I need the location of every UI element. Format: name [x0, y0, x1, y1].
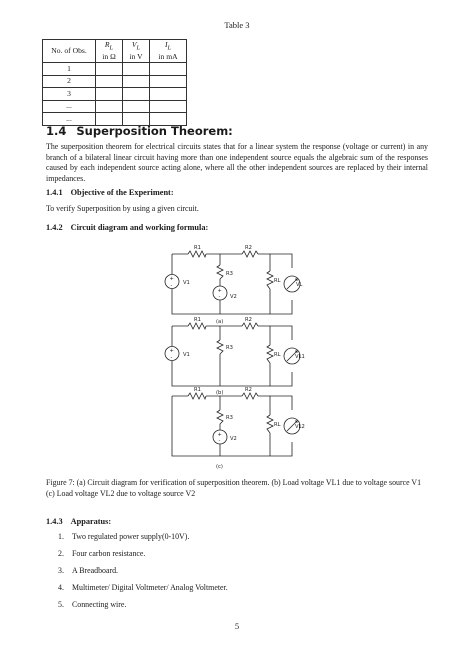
header-obs: [43, 40, 96, 63]
item-text: A Breadboard.: [72, 566, 119, 575]
item-text: Two regulated power supply(0-10V).: [72, 532, 190, 541]
label-r2-b: R2: [245, 317, 252, 323]
objective-number: 1.4.1: [46, 188, 63, 197]
objective-heading: [46, 188, 174, 197]
label-r3-c: R3: [226, 415, 233, 421]
apparatus-title: Apparatus:: [70, 517, 112, 526]
header-rl-unit: in Ω: [102, 51, 116, 61]
apparatus-list: [46, 532, 228, 617]
section-title: Superposition Theorem:: [76, 124, 233, 138]
header-il-symbol: $I_L$: [164, 40, 172, 52]
minus-v2: -: [218, 294, 221, 300]
header-vl-unit: in V: [129, 51, 143, 61]
label-vl: VL: [296, 282, 303, 288]
objective-title: Objective of the Experiment:: [70, 188, 174, 197]
list-item: [58, 532, 228, 549]
header-vl-symbol: $V_L$: [131, 40, 141, 52]
header-obs-label: No. of Obs.: [51, 45, 87, 55]
row-index: ...: [43, 113, 96, 126]
item-number: 1.: [58, 532, 64, 541]
resistor-r2: [242, 251, 258, 257]
label-c: (c): [216, 464, 223, 470]
plus-v2: +: [217, 288, 222, 294]
label-r3-b: R3: [226, 345, 233, 351]
table-caption: Table 3: [224, 20, 250, 30]
row-index: ...: [43, 100, 96, 113]
item-number: 4.: [58, 583, 64, 592]
table-row: [43, 63, 187, 76]
circuit-c: [172, 393, 300, 456]
label-vl2: VL2: [295, 424, 305, 430]
table-header-row: [43, 40, 187, 63]
label-a: (a): [216, 319, 224, 325]
item-text: Four carbon resistance.: [72, 549, 146, 558]
table-row: [43, 100, 187, 113]
plus-v1: +: [169, 276, 174, 282]
section-number: 1.4: [46, 124, 67, 138]
table-row: [43, 88, 187, 101]
objective-text: To verify Superposition by using a given circuit.: [46, 204, 199, 213]
table-row: [43, 75, 187, 88]
plus-v1-b: +: [169, 348, 174, 354]
resistor-r3: [217, 265, 223, 279]
intro-paragraph: The superposition theorem for electrical circuits states that for a linear system the response (voltage or current) in any branch of a bilateral linear circuit having more than one independent source equals the algebraic sum of the responses caused by each independent source acting alone, where all the other independent sources are replaced by their internal impedances.: [46, 142, 428, 183]
list-item: [58, 600, 228, 617]
resistor-r1: [188, 251, 206, 257]
label-b: (b): [216, 390, 224, 396]
label-r1-c: R1: [194, 387, 201, 393]
minus-v2-c: -: [218, 438, 221, 444]
resistor-rl: [267, 271, 273, 289]
list-item: [58, 566, 228, 583]
observation-table: [42, 39, 187, 126]
item-text: Multimeter/ Digital Voltmeter/ Analog Voltmeter.: [72, 583, 228, 592]
label-v2: V2: [230, 294, 237, 300]
header-vl: [123, 40, 150, 63]
header-il-unit: in mA: [158, 51, 178, 61]
apparatus-number: 1.4.3: [46, 517, 63, 526]
circuit-title: Circuit diagram and working formula:: [70, 223, 209, 232]
label-v1: V1: [183, 280, 190, 286]
label-r1: R1: [194, 245, 201, 251]
label-r2: R2: [245, 245, 252, 251]
apparatus-heading: [46, 517, 111, 526]
label-rl: RL: [274, 278, 281, 284]
circuit-diagrams: [160, 244, 310, 472]
figure-caption: Figure 7: (a) Circuit diagram for verification of superposition theorem. (b) Load voltage VL1 due to voltage source V1 (c) Load voltage VL2 due to voltage source V2: [46, 478, 422, 498]
label-r1-b: R1: [194, 317, 201, 323]
header-il: [150, 40, 187, 63]
label-r3: R3: [226, 271, 233, 277]
label-rl-b: RL: [274, 352, 281, 358]
item-number: 5.: [58, 600, 64, 609]
label-v1-b: V1: [183, 352, 190, 358]
label-vl1: VL1: [295, 354, 305, 360]
row-index: 3: [43, 88, 96, 101]
list-item: [58, 583, 228, 600]
item-number: 3.: [58, 566, 64, 575]
plus-v2-c: +: [217, 432, 222, 438]
item-number: 2.: [58, 549, 64, 558]
circuit-heading: [46, 223, 208, 232]
minus-v1: -: [170, 283, 173, 289]
header-rl-symbol: $R_L$: [104, 40, 114, 52]
section-heading: [46, 124, 233, 138]
row-index: 1: [43, 63, 96, 76]
row-index: 2: [43, 75, 96, 88]
label-r2-c: R2: [245, 387, 252, 393]
page-number: 5: [234, 621, 240, 631]
item-text: Connecting wire.: [72, 600, 127, 609]
label-v2-c: V2: [230, 436, 237, 442]
label-rl-c: RL: [274, 422, 281, 428]
list-item: [58, 549, 228, 566]
header-rl: [96, 40, 123, 63]
circuit-number: 1.4.2: [46, 223, 63, 232]
minus-v1-b: -: [170, 355, 173, 361]
